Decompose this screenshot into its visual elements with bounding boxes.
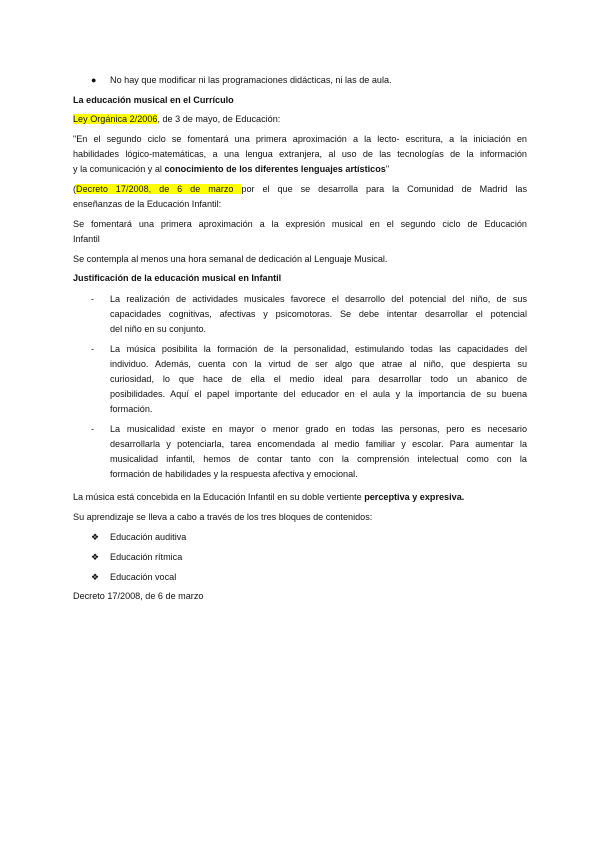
item1-line-3: del niño en su conjunto. <box>110 324 207 334</box>
musica-text: La música está concebida en la Educación Infantil en su doble vertiente <box>73 492 365 502</box>
dash-marker-1: - <box>91 294 94 304</box>
decreto-link[interactable]: Decreto 17/2008, de 6 de marzo <box>76 184 242 194</box>
ley-rest: , de 3 de mayo, de Educación: <box>157 114 281 124</box>
item2-line-1: La música posibilita la formación de la personalidad, estimulando todas las capacidades del <box>110 344 527 354</box>
diamond-bullet-3: ❖ <box>91 572 100 582</box>
fomentara-line-2: Infantil <box>73 234 100 244</box>
diamond-bullet-1: ❖ <box>91 532 100 542</box>
intro-bullet-text: No hay que modificar ni las programaciones didácticas, ni las de aula. <box>110 75 392 85</box>
quote-line-2: habilidades lógico-matemáticas, a una lengua extranjera, al uso de las tecnologías de la información <box>73 149 527 159</box>
item3-line-1: La musicalidad existe en mayor o menor grado en todas las personas, pero es necesario <box>110 424 527 434</box>
item3-line-3: musicalidad infantil, hemos de contar tanto con la comprensión intelectual como con la <box>110 454 527 464</box>
fomentara-line-1: Se fomentará una primera aproximación a la expresión musical en el segundo ciclo de Educación <box>73 219 527 229</box>
item2-line-2: individuo. Además, cuenta con la virtud de ser algo que atrae al niño, que despierta su <box>110 359 527 369</box>
item3-line-2: desarrollarla y potenciarla, tarea encomendada al medio familiar y escolar. Para aumentar la <box>110 439 527 449</box>
item2-line-5: formación. <box>110 404 153 414</box>
quote-line-3-c: " <box>385 164 390 174</box>
ley-line <box>73 113 280 125</box>
item1-line-2: capacidades cognitivas, afectivas y psicomotoras. Se debe intentar desarrollar el potencial <box>110 309 527 319</box>
dash-marker-3: - <box>91 424 94 434</box>
quote-line-3-bold: conocimiento de los diferentes lenguajes artísticos <box>164 164 386 174</box>
decreto-line-1 <box>73 183 527 195</box>
diamond-bullet-2: ❖ <box>91 552 100 562</box>
item1-line-1: La realización de actividades musicales favorece el desarrollo del potencial del niño, de sus <box>110 294 527 304</box>
ley-link[interactable]: Ley Orgánica 2/2006 <box>73 114 158 124</box>
bloque-ritmica: Educación rítmica <box>110 552 183 562</box>
footer-decreto: Decreto 17/2008, de 6 de marzo <box>73 591 204 601</box>
aprendizaje-line: Su aprendizaje se lleva a cabo a través de los tres bloques de contenidos: <box>73 512 373 522</box>
musica-line <box>73 491 464 503</box>
item2-line-4: posibilidades. Aquí el papel importante del educador en el aula y la importancia de su buena <box>110 389 527 399</box>
decreto-line-2: enseñanzas de la Educación Infantil: <box>73 199 222 209</box>
item3-line-4: formación de habilidades y la respuesta afectiva y emocional. <box>110 469 358 479</box>
heading-justificacion: Justificación de la educación musical en Infantil <box>73 273 282 283</box>
item2-line-3: curiosidad, lo que hace de ella el medio ideal para desarrollar todo un abanico de <box>110 374 527 384</box>
heading-curriculo: La educación musical en el Currículo <box>73 95 234 105</box>
contempla-line: Se contempla al menos una hora semanal de dedicación al Lenguaje Musical. <box>73 254 388 264</box>
musica-bold: perceptiva y expresiva. <box>364 492 465 502</box>
round-bullet: ● <box>91 75 97 85</box>
decreto-rest-1: por el que se desarrolla para la Comunidad de Madrid las <box>241 184 527 194</box>
quote-line-3-a: y la comunicación y al <box>73 164 165 174</box>
dash-marker-2: - <box>91 344 94 354</box>
quote-line-3 <box>73 163 389 175</box>
decreto-open: ( <box>73 184 77 194</box>
quote-line-1: "En el segundo ciclo se fomentará una primera aproximación a la lecto- escritura, a la iniciación en <box>73 134 527 144</box>
bloque-auditiva: Educación auditiva <box>110 532 187 542</box>
bloque-vocal: Educación vocal <box>110 572 177 582</box>
